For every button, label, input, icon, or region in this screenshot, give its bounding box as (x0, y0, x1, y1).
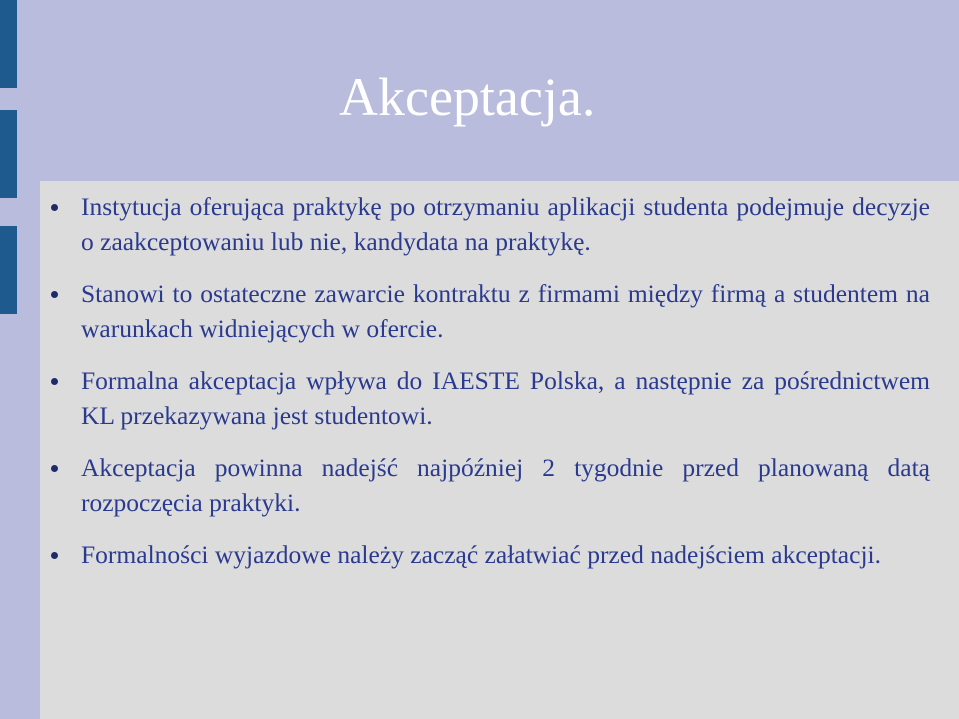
bullet-icon (51, 552, 58, 559)
decorative-bar (0, 110, 17, 198)
bullet-text: Stanowi to ostateczne zawarcie kontraktu z firmami między firmą a studentem na warunkach widniejących w ofercie. (81, 279, 930, 343)
bullet-text: Formalności wyjazdowe należy zacząć załatwiać przed nadejściem akceptacji. (81, 540, 881, 569)
content-area (40, 181, 959, 719)
decorative-bar (0, 226, 17, 314)
bullet-icon (51, 378, 58, 385)
decorative-bar (0, 0, 17, 88)
slide-title: Akceptacja. (339, 67, 596, 127)
bullet-text: Formalna akceptacja wpływa do IAESTE Polska, a następnie za pośrednictwem KL przekazywana jest studentowi. (81, 366, 930, 430)
bullet-list (40, 189, 930, 589)
bullet-icon (51, 465, 58, 472)
bullet-item (40, 276, 930, 346)
bullet-icon (51, 204, 58, 211)
bullet-text: Akceptacja powinna nadejść najpóźniej 2 tygodnie przed planowaną datą rozpoczęcia praktyki. (81, 453, 930, 517)
bullet-item (40, 450, 930, 520)
bullet-item (40, 189, 930, 259)
bullet-text: Instytucja oferująca praktykę po otrzymaniu aplikacji studenta podejmuje decyzje o zaakceptowaniu lub nie, kandydata na praktykę. (81, 192, 930, 256)
bullet-item (40, 537, 930, 572)
bullet-item (40, 363, 930, 433)
bullet-icon (51, 291, 58, 298)
